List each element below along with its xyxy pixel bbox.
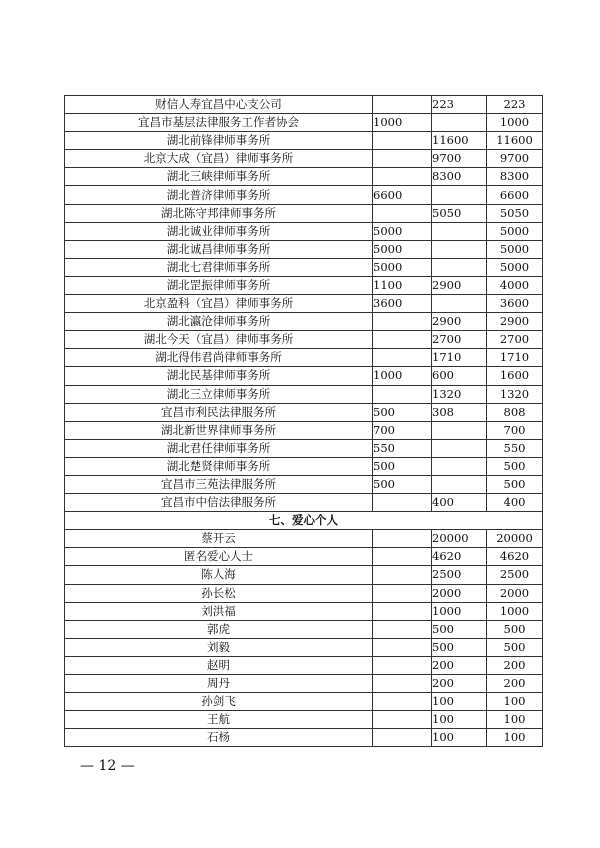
total-cell: 2000 [487, 584, 543, 602]
table-row [65, 96, 543, 114]
donor-name-cell: 湖北三立律师事务所 [65, 385, 373, 403]
total-cell: 100 [487, 711, 543, 729]
amount-b-cell [432, 222, 487, 240]
amount-b-cell [432, 114, 487, 132]
table-row [65, 421, 543, 439]
donation-table [64, 95, 543, 747]
amount-b-cell [432, 240, 487, 258]
table-row [65, 620, 543, 638]
table-row [65, 439, 543, 457]
table-row [65, 656, 543, 674]
total-cell: 200 [487, 675, 543, 693]
table-row [65, 168, 543, 186]
table-row [65, 385, 543, 403]
amount-a-cell [373, 494, 432, 512]
table-row [65, 276, 543, 294]
donor-name-cell: 财信人寿宜昌中心支公司 [65, 96, 373, 114]
donor-name-cell: 石杨 [65, 729, 373, 747]
donor-name-cell: 湖北今天（宜昌）律师事务所 [65, 331, 373, 349]
amount-b-cell: 8300 [432, 168, 487, 186]
total-cell: 3600 [487, 295, 543, 313]
donor-name-cell: 孙长松 [65, 584, 373, 602]
total-cell: 500 [487, 620, 543, 638]
amount-b-cell: 600 [432, 367, 487, 385]
amount-b-cell: 20000 [432, 530, 487, 548]
donor-name-cell: 湖北罡振律师事务所 [65, 276, 373, 294]
donor-name-cell: 湖北三峡律师事务所 [65, 168, 373, 186]
table-row [65, 258, 543, 276]
amount-b-cell: 100 [432, 729, 487, 747]
total-cell: 500 [487, 457, 543, 475]
total-cell: 1000 [487, 114, 543, 132]
amount-a-cell: 1000 [373, 114, 432, 132]
amount-a-cell [373, 729, 432, 747]
total-cell: 550 [487, 439, 543, 457]
amount-a-cell [373, 620, 432, 638]
table-row [65, 548, 543, 566]
amount-b-cell: 200 [432, 656, 487, 674]
amount-a-cell [373, 349, 432, 367]
amount-b-cell [432, 186, 487, 204]
table-row [65, 349, 543, 367]
donor-name-cell: 北京盈科（宜昌）律师事务所 [65, 295, 373, 313]
amount-a-cell: 5000 [373, 222, 432, 240]
table-row [65, 222, 543, 240]
amount-a-cell: 500 [373, 457, 432, 475]
table-row [65, 494, 543, 512]
amount-a-cell: 500 [373, 403, 432, 421]
donor-name-cell: 蔡开云 [65, 530, 373, 548]
amount-a-cell: 5000 [373, 240, 432, 258]
donor-name-cell: 孙剑飞 [65, 693, 373, 711]
amount-a-cell [373, 656, 432, 674]
page-number: — 12 — [80, 758, 135, 774]
total-cell: 1600 [487, 367, 543, 385]
total-cell: 11600 [487, 132, 543, 150]
amount-b-cell: 308 [432, 403, 487, 421]
amount-a-cell [373, 150, 432, 168]
table-row [65, 186, 543, 204]
amount-b-cell [432, 295, 487, 313]
donor-name-cell: 湖北楚贤律师事务所 [65, 457, 373, 475]
amount-a-cell [373, 711, 432, 729]
table-row [65, 240, 543, 258]
amount-a-cell: 700 [373, 421, 432, 439]
donor-name-cell: 湖北诚昌律师事务所 [65, 240, 373, 258]
amount-b-cell [432, 457, 487, 475]
amount-a-cell [373, 530, 432, 548]
amount-b-cell: 2900 [432, 276, 487, 294]
table-row [65, 331, 543, 349]
table-row [65, 729, 543, 747]
table-row [65, 114, 543, 132]
amount-a-cell: 500 [373, 475, 432, 493]
donor-name-cell: 湖北瀛沧律师事务所 [65, 313, 373, 331]
amount-b-cell [432, 421, 487, 439]
amount-a-cell [373, 313, 432, 331]
donor-name-cell: 刘洪福 [65, 602, 373, 620]
amount-a-cell [373, 168, 432, 186]
total-cell: 2700 [487, 331, 543, 349]
table-row [65, 711, 543, 729]
table-row [65, 132, 543, 150]
amount-a-cell [373, 204, 432, 222]
total-cell: 700 [487, 421, 543, 439]
donor-name-cell: 湖北得伟君尚律师事务所 [65, 349, 373, 367]
total-cell: 4620 [487, 548, 543, 566]
table-row [65, 530, 543, 548]
amount-b-cell [432, 258, 487, 276]
amount-a-cell [373, 132, 432, 150]
table-row [65, 675, 543, 693]
total-cell: 100 [487, 729, 543, 747]
table-row [65, 457, 543, 475]
amount-b-cell [432, 439, 487, 457]
amount-b-cell: 500 [432, 638, 487, 656]
total-cell: 6600 [487, 186, 543, 204]
amount-b-cell: 1000 [432, 602, 487, 620]
donor-name-cell: 赵明 [65, 656, 373, 674]
amount-b-cell: 2900 [432, 313, 487, 331]
donor-name-cell: 匿名爱心人士 [65, 548, 373, 566]
total-cell: 808 [487, 403, 543, 421]
donor-name-cell: 宜昌市中信法律服务所 [65, 494, 373, 512]
donor-name-cell: 湖北前锋律师事务所 [65, 132, 373, 150]
total-cell: 223 [487, 96, 543, 114]
donor-name-cell: 周丹 [65, 675, 373, 693]
amount-a-cell [373, 566, 432, 584]
donation-table-body [65, 96, 543, 747]
amount-b-cell: 100 [432, 711, 487, 729]
table-row [65, 150, 543, 168]
amount-b-cell: 5050 [432, 204, 487, 222]
donor-name-cell: 湖北君任律师事务所 [65, 439, 373, 457]
amount-b-cell: 200 [432, 675, 487, 693]
amount-b-cell: 4620 [432, 548, 487, 566]
section-title: 七、爱心个人 [65, 512, 543, 530]
amount-b-cell: 2000 [432, 584, 487, 602]
amount-a-cell: 1000 [373, 367, 432, 385]
total-cell: 200 [487, 656, 543, 674]
amount-b-cell: 11600 [432, 132, 487, 150]
amount-b-cell: 500 [432, 620, 487, 638]
table-row [65, 602, 543, 620]
amount-b-cell: 2500 [432, 566, 487, 584]
amount-b-cell [432, 475, 487, 493]
amount-a-cell: 1100 [373, 276, 432, 294]
amount-b-cell: 1710 [432, 349, 487, 367]
table-row [65, 638, 543, 656]
amount-a-cell: 3600 [373, 295, 432, 313]
donor-name-cell: 刘毅 [65, 638, 373, 656]
total-cell: 400 [487, 494, 543, 512]
table-row [65, 584, 543, 602]
total-cell: 4000 [487, 276, 543, 294]
amount-a-cell: 550 [373, 439, 432, 457]
amount-a-cell [373, 675, 432, 693]
total-cell: 500 [487, 638, 543, 656]
amount-b-cell: 1320 [432, 385, 487, 403]
table-row [65, 204, 543, 222]
total-cell: 500 [487, 475, 543, 493]
total-cell: 1000 [487, 602, 543, 620]
donor-name-cell: 王航 [65, 711, 373, 729]
amount-a-cell: 5000 [373, 258, 432, 276]
donor-name-cell: 北京大成（宜昌）律师事务所 [65, 150, 373, 168]
total-cell: 100 [487, 693, 543, 711]
amount-b-cell: 2700 [432, 331, 487, 349]
total-cell: 5000 [487, 258, 543, 276]
donor-name-cell: 宜昌市基层法律服务工作者协会 [65, 114, 373, 132]
table-row [65, 693, 543, 711]
amount-a-cell [373, 96, 432, 114]
amount-a-cell: 6600 [373, 186, 432, 204]
table-row [65, 367, 543, 385]
amount-a-cell [373, 584, 432, 602]
total-cell: 5000 [487, 222, 543, 240]
amount-a-cell [373, 548, 432, 566]
amount-a-cell [373, 638, 432, 656]
table-row [65, 295, 543, 313]
total-cell: 5000 [487, 240, 543, 258]
donor-name-cell: 宜昌市三苑法律服务所 [65, 475, 373, 493]
total-cell: 5050 [487, 204, 543, 222]
section-row [65, 512, 543, 530]
table-row [65, 403, 543, 421]
donor-name-cell: 湖北陈守邦律师事务所 [65, 204, 373, 222]
total-cell: 20000 [487, 530, 543, 548]
amount-b-cell: 100 [432, 693, 487, 711]
amount-b-cell: 400 [432, 494, 487, 512]
total-cell: 1710 [487, 349, 543, 367]
total-cell: 9700 [487, 150, 543, 168]
total-cell: 2500 [487, 566, 543, 584]
donor-name-cell: 宜昌市利民法律服务所 [65, 403, 373, 421]
total-cell: 2900 [487, 313, 543, 331]
donor-name-cell: 陈人海 [65, 566, 373, 584]
amount-a-cell [373, 693, 432, 711]
donor-name-cell: 郭虎 [65, 620, 373, 638]
table-row [65, 475, 543, 493]
total-cell: 8300 [487, 168, 543, 186]
amount-b-cell: 223 [432, 96, 487, 114]
donor-name-cell: 湖北普济律师事务所 [65, 186, 373, 204]
amount-a-cell [373, 602, 432, 620]
donor-name-cell: 湖北新世界律师事务所 [65, 421, 373, 439]
total-cell: 1320 [487, 385, 543, 403]
donor-name-cell: 湖北诚业律师事务所 [65, 222, 373, 240]
amount-a-cell [373, 385, 432, 403]
amount-a-cell [373, 331, 432, 349]
table-row [65, 313, 543, 331]
table-row [65, 566, 543, 584]
donor-name-cell: 湖北七君律师事务所 [65, 258, 373, 276]
donor-name-cell: 湖北民基律师事务所 [65, 367, 373, 385]
amount-b-cell: 9700 [432, 150, 487, 168]
